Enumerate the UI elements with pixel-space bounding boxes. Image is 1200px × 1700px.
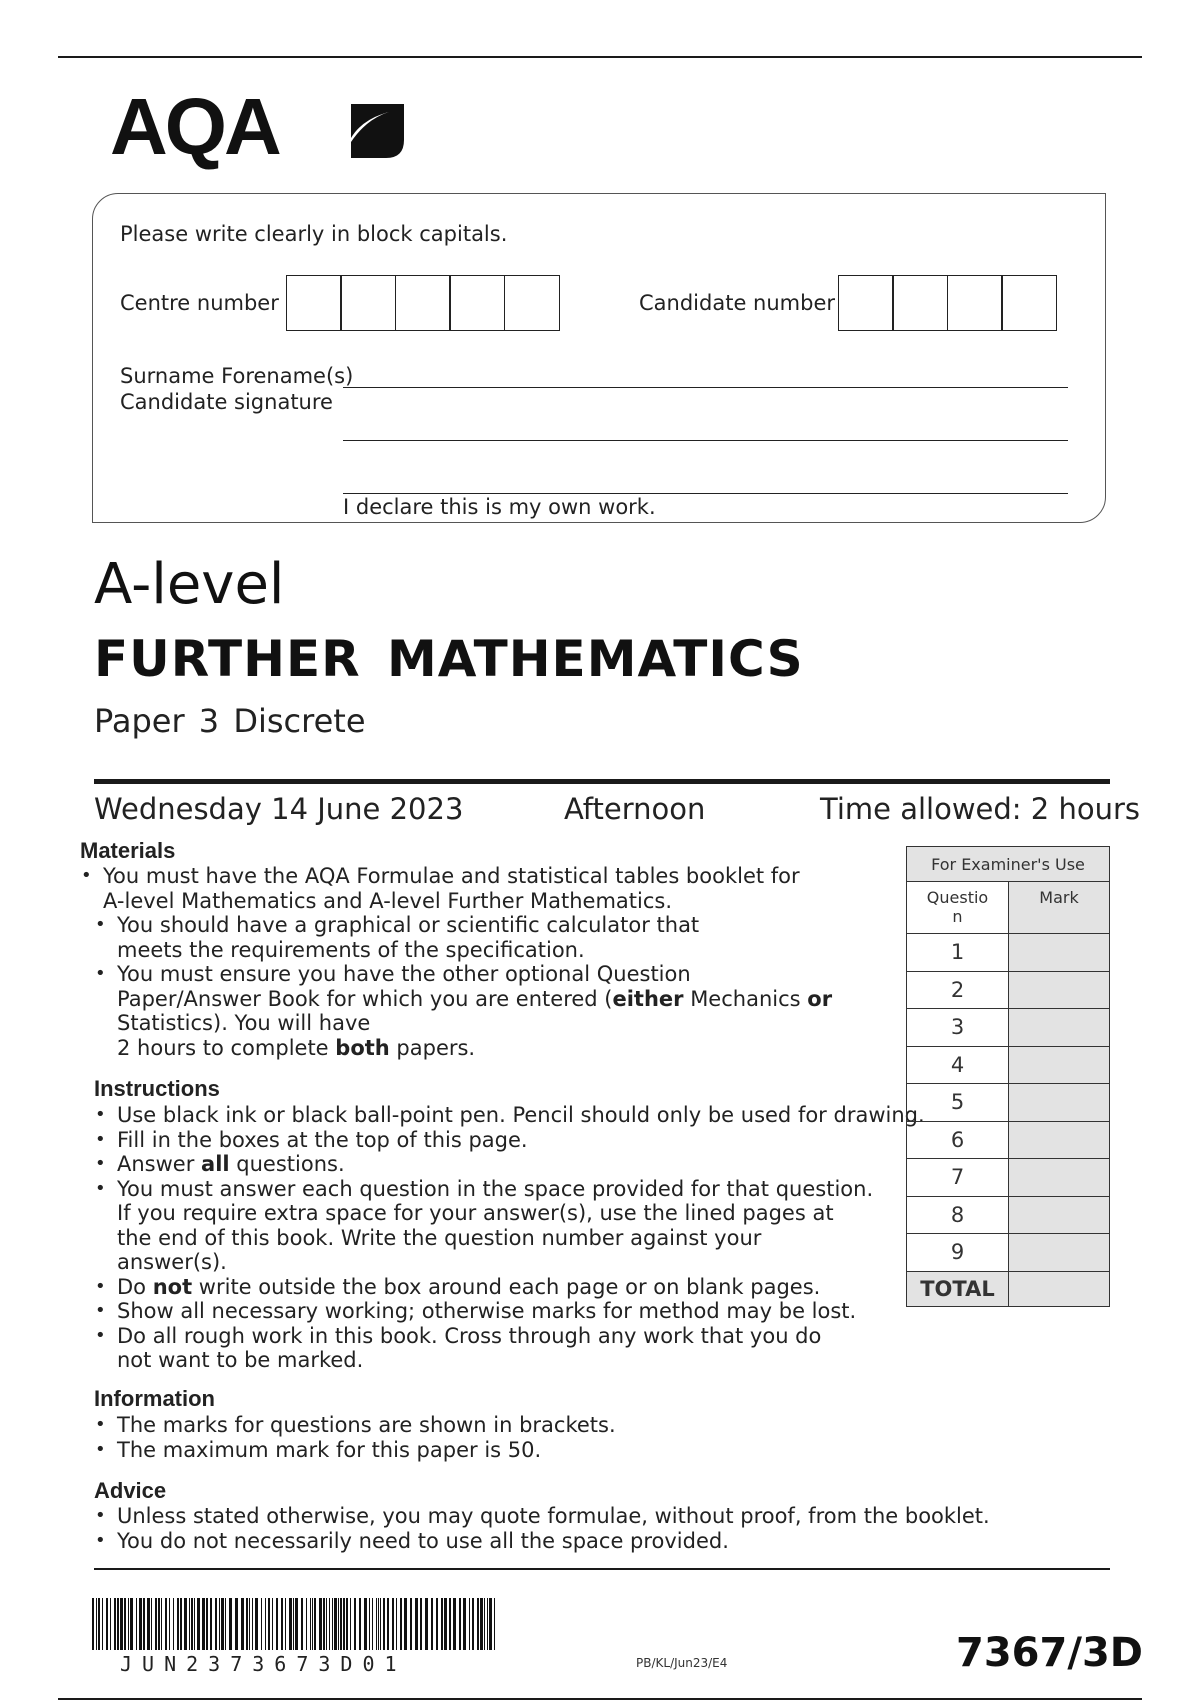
barcode-bar xyxy=(219,1598,220,1650)
barcode-bar xyxy=(285,1598,286,1650)
signature-line[interactable] xyxy=(343,493,1068,494)
mark-cell[interactable] xyxy=(1009,1234,1110,1272)
list-item: • Fill in the boxes at the top of this page. xyxy=(94,1128,994,1153)
barcode-bar xyxy=(332,1598,333,1650)
barcode-bar xyxy=(276,1598,278,1650)
barcode-bar xyxy=(136,1598,137,1650)
total-label: TOTAL xyxy=(907,1271,1009,1306)
title-rule xyxy=(94,779,1110,784)
centre-digit-box[interactable] xyxy=(286,275,342,331)
mark-cell[interactable] xyxy=(1009,934,1110,972)
barcode-bar xyxy=(354,1598,356,1650)
question-number: 2 xyxy=(907,971,1009,1009)
candidate-digit-box[interactable] xyxy=(838,275,894,331)
barcode-bar xyxy=(444,1598,447,1650)
barcode-bar xyxy=(376,1598,377,1650)
barcode-bar xyxy=(289,1598,292,1650)
barcode-bar xyxy=(484,1598,485,1650)
barcode-bar xyxy=(404,1598,407,1650)
barcode-bar xyxy=(124,1598,126,1650)
barcode-bar xyxy=(114,1598,116,1650)
exam-date: Wednesday 14 June 2023 xyxy=(94,792,464,826)
question-column-header: Questio n xyxy=(907,882,1009,934)
barcode-bar xyxy=(241,1598,244,1650)
total-row xyxy=(907,1271,1110,1306)
barcode-bar xyxy=(265,1598,266,1650)
barcode-bar xyxy=(295,1598,298,1650)
barcode-bar xyxy=(343,1598,345,1650)
block-capitals-instruction: Please write clearly in block capitals. xyxy=(120,222,508,246)
barcode-bar xyxy=(359,1598,361,1650)
barcode xyxy=(92,1598,502,1650)
signature-label: Candidate signature xyxy=(120,390,333,414)
barcode-bar xyxy=(459,1598,461,1650)
candidate-digit-box[interactable] xyxy=(892,275,948,331)
barcode-bar xyxy=(410,1598,412,1650)
list-item: • The marks for questions are shown in brackets. xyxy=(94,1413,994,1438)
question-number: 6 xyxy=(907,1121,1009,1159)
instructions-heading: Instructions xyxy=(94,1076,220,1101)
examiner-use-title: For Examiner's Use xyxy=(907,847,1110,882)
centre-digit-box[interactable] xyxy=(504,275,560,331)
barcode-bar xyxy=(293,1598,294,1650)
list-item: • You should have a graphical or scientific calculator that meets the requirements of the specification. xyxy=(94,913,894,962)
materials-list-continued xyxy=(94,913,894,1060)
list-item: • You must answer each question in the space provided for that question. If you require extra space for your answer(s), use the lined pages at the end of this book. Write the question number against your answer(s). xyxy=(94,1177,994,1275)
barcode-bar xyxy=(383,1598,385,1650)
list-item: • Show all necessary working; otherwise marks for method may be lost. xyxy=(94,1299,994,1324)
aqa-logo-text: AQA xyxy=(110,82,279,170)
barcode-bar xyxy=(225,1598,226,1650)
barcode-bar xyxy=(139,1598,142,1650)
barcode-bar xyxy=(272,1598,273,1650)
barcode-bar xyxy=(338,1598,339,1650)
barcode-bar xyxy=(334,1598,337,1650)
examiner-use-table xyxy=(906,846,1110,1307)
advice-list xyxy=(94,1504,1094,1553)
barcode-bar xyxy=(415,1598,418,1650)
barcode-bar xyxy=(184,1598,187,1650)
mark-cell[interactable] xyxy=(1009,1196,1110,1234)
mark-cell[interactable] xyxy=(1009,1009,1110,1047)
declaration-text: I declare this is my own work. xyxy=(343,495,656,519)
barcode-bar xyxy=(173,1598,174,1650)
exam-session: Afternoon xyxy=(564,792,706,826)
barcode-bar xyxy=(346,1598,348,1650)
barcode-bar xyxy=(310,1598,311,1650)
barcode-bar xyxy=(151,1598,152,1650)
question-number: 3 xyxy=(907,1009,1009,1047)
time-allowed: Time allowed: 2 hours xyxy=(820,792,1140,826)
barcode-bar xyxy=(128,1598,129,1650)
barcode-bar xyxy=(494,1598,495,1650)
barcode-bar xyxy=(197,1598,200,1650)
list-item: • You must have the AQA Formulae and statistical tables booklet for A-level Mathematics and A-level Further Mathematics. xyxy=(80,864,880,913)
barcode-bar xyxy=(246,1598,248,1650)
mark-column-header: Mark xyxy=(1009,882,1110,934)
candidate-digit-box[interactable] xyxy=(1001,275,1057,331)
barcode-bar xyxy=(255,1598,258,1650)
barcode-bar xyxy=(249,1598,250,1650)
barcode-bar xyxy=(364,1598,367,1650)
barcode-bar xyxy=(96,1598,97,1650)
barcode-bar xyxy=(147,1598,150,1650)
barcode-bar xyxy=(117,1598,119,1650)
materials-list xyxy=(80,864,880,913)
barcode-bar xyxy=(229,1598,232,1650)
barcode-bar xyxy=(472,1598,474,1650)
table-row xyxy=(907,934,1110,972)
aqa-logo xyxy=(108,80,408,170)
print-reference: PB/KL/Jun23/E4 xyxy=(636,1656,728,1670)
list-item: • Answer all questions. xyxy=(94,1152,994,1177)
table-row xyxy=(907,1196,1110,1234)
barcode-bar xyxy=(323,1598,325,1650)
centre-digit-box[interactable] xyxy=(395,275,451,331)
mark-cell[interactable] xyxy=(1009,1046,1110,1084)
barcode-bar xyxy=(268,1598,270,1650)
surname-line[interactable] xyxy=(343,387,1068,388)
barcode-bar xyxy=(312,1598,313,1650)
table-row xyxy=(907,1084,1110,1122)
barcode-bar xyxy=(210,1598,212,1650)
barcode-bar xyxy=(180,1598,182,1650)
barcode-bar xyxy=(380,1598,381,1650)
barcode-bar xyxy=(326,1598,327,1650)
barcode-bar xyxy=(306,1598,307,1650)
total-mark-cell[interactable] xyxy=(1009,1271,1110,1306)
barcode-bar xyxy=(202,1598,205,1650)
list-item: • The maximum mark for this paper is 50. xyxy=(94,1438,994,1463)
footer-separator xyxy=(94,1568,1110,1570)
barcode-bar xyxy=(436,1598,438,1650)
barcode-bar xyxy=(155,1598,157,1650)
barcode-bar xyxy=(191,1598,193,1650)
barcode-bar xyxy=(420,1598,422,1650)
instructions-list xyxy=(94,1103,994,1373)
candidate-number-boxes[interactable] xyxy=(839,275,1057,331)
question-number: 1 xyxy=(907,934,1009,972)
advice-heading: Advice xyxy=(94,1478,167,1503)
list-item: • Do all rough work in this book. Cross through any work that you do not want to be marked. xyxy=(94,1324,994,1373)
barcode-bar xyxy=(221,1598,224,1650)
barcode-bar xyxy=(252,1598,253,1650)
barcode-bar xyxy=(400,1598,402,1650)
table-row xyxy=(907,1046,1110,1084)
barcode-bar xyxy=(340,1598,342,1650)
mark-cell[interactable] xyxy=(1009,1121,1110,1159)
barcode-bar xyxy=(206,1598,208,1650)
question-number: 8 xyxy=(907,1196,1009,1234)
barcode-bar xyxy=(372,1598,373,1650)
mark-cell[interactable] xyxy=(1009,1084,1110,1122)
barcode-bar xyxy=(369,1598,370,1650)
barcode-bar xyxy=(477,1598,479,1650)
barcode-bar xyxy=(235,1598,238,1650)
barcode-bar xyxy=(453,1598,456,1650)
barcode-bar xyxy=(441,1598,443,1650)
candidate-number-label: Candidate number xyxy=(639,291,835,315)
barcode-bar xyxy=(396,1598,397,1650)
list-item: • Use black ink or black ball-point pen. Pencil should only be used for drawing. xyxy=(94,1103,994,1128)
aqa-logo-mark xyxy=(108,80,408,170)
barcode-bar xyxy=(480,1598,483,1650)
barcode-bar xyxy=(350,1598,351,1650)
barcode-bar xyxy=(130,1598,133,1650)
barcode-bar xyxy=(487,1598,488,1650)
barcode-bar xyxy=(92,1598,94,1650)
barcode-bar xyxy=(449,1598,451,1650)
barcode-bar xyxy=(194,1598,195,1650)
barcode-bar xyxy=(158,1598,160,1650)
barcode-bar xyxy=(489,1598,492,1650)
barcode-bar xyxy=(431,1598,433,1650)
barcode-bar xyxy=(301,1598,303,1650)
list-item: • Unless stated otherwise, you may quote formulae, without proof, from the booklet. xyxy=(94,1504,1094,1529)
barcode-bar xyxy=(177,1598,179,1650)
barcode-bar xyxy=(102,1598,103,1650)
table-row xyxy=(907,1234,1110,1272)
information-list xyxy=(94,1413,994,1462)
barcode-bar xyxy=(143,1598,145,1650)
barcode-bar xyxy=(106,1598,108,1650)
barcode-bar xyxy=(98,1598,100,1650)
question-number: 7 xyxy=(907,1159,1009,1197)
name-label: Surname Forename(s) xyxy=(120,364,354,388)
list-item: • Do not write outside the box around each page or on blank pages. xyxy=(94,1275,994,1300)
centre-number-boxes[interactable] xyxy=(287,275,560,331)
barcode-bar xyxy=(261,1598,262,1650)
barcode-bar xyxy=(189,1598,190,1650)
paper-code: 7367/3D xyxy=(956,1630,1143,1676)
barcode-bar xyxy=(314,1598,316,1650)
barcode-bar xyxy=(392,1598,394,1650)
barcode-bar xyxy=(281,1598,283,1650)
barcode-bar xyxy=(463,1598,466,1650)
forename-line[interactable] xyxy=(343,440,1068,441)
information-heading: Information xyxy=(94,1386,215,1411)
barcode-bar xyxy=(120,1598,123,1650)
question-number: 4 xyxy=(907,1046,1009,1084)
barcode-bar xyxy=(215,1598,217,1650)
barcode-bar xyxy=(329,1598,330,1650)
list-item: • You do not necessarily need to use all the space provided. xyxy=(94,1529,1094,1554)
barcode-bar xyxy=(425,1598,428,1650)
mark-cell[interactable] xyxy=(1009,971,1110,1009)
barcode-bar xyxy=(161,1598,162,1650)
barcode-bar xyxy=(165,1598,167,1650)
barcode-bar xyxy=(110,1598,111,1650)
barcode-bar xyxy=(319,1598,322,1650)
candidate-digit-box[interactable] xyxy=(947,275,1003,331)
table-row xyxy=(907,1009,1110,1047)
question-number: 9 xyxy=(907,1234,1009,1272)
table-row xyxy=(907,971,1110,1009)
table-row xyxy=(907,1159,1110,1197)
centre-digit-box[interactable] xyxy=(340,275,396,331)
barcode-bar xyxy=(378,1598,379,1650)
materials-heading: Materials xyxy=(80,838,176,863)
centre-digit-box[interactable] xyxy=(449,275,505,331)
qualification-level: A-level xyxy=(94,552,285,617)
centre-number-label: Centre number xyxy=(120,291,279,315)
question-number: 5 xyxy=(907,1084,1009,1122)
table-row xyxy=(907,1121,1110,1159)
list-item: • You must ensure you have the other optional Question Paper/Answer Book for which you are entered (either Mechanics or Statistics). You will have 2 hours to complete both papers. xyxy=(94,962,894,1060)
barcode-bar xyxy=(387,1598,389,1650)
paper-title: Paper 3 Discrete xyxy=(94,702,366,740)
barcode-text: JUN2373673D01 xyxy=(120,1652,407,1676)
subject-title: FURTHER MATHEMATICS xyxy=(94,630,804,688)
barcode-bar xyxy=(469,1598,470,1650)
barcode-bar xyxy=(169,1598,170,1650)
top-rule xyxy=(58,56,1142,58)
mark-cell[interactable] xyxy=(1009,1159,1110,1197)
